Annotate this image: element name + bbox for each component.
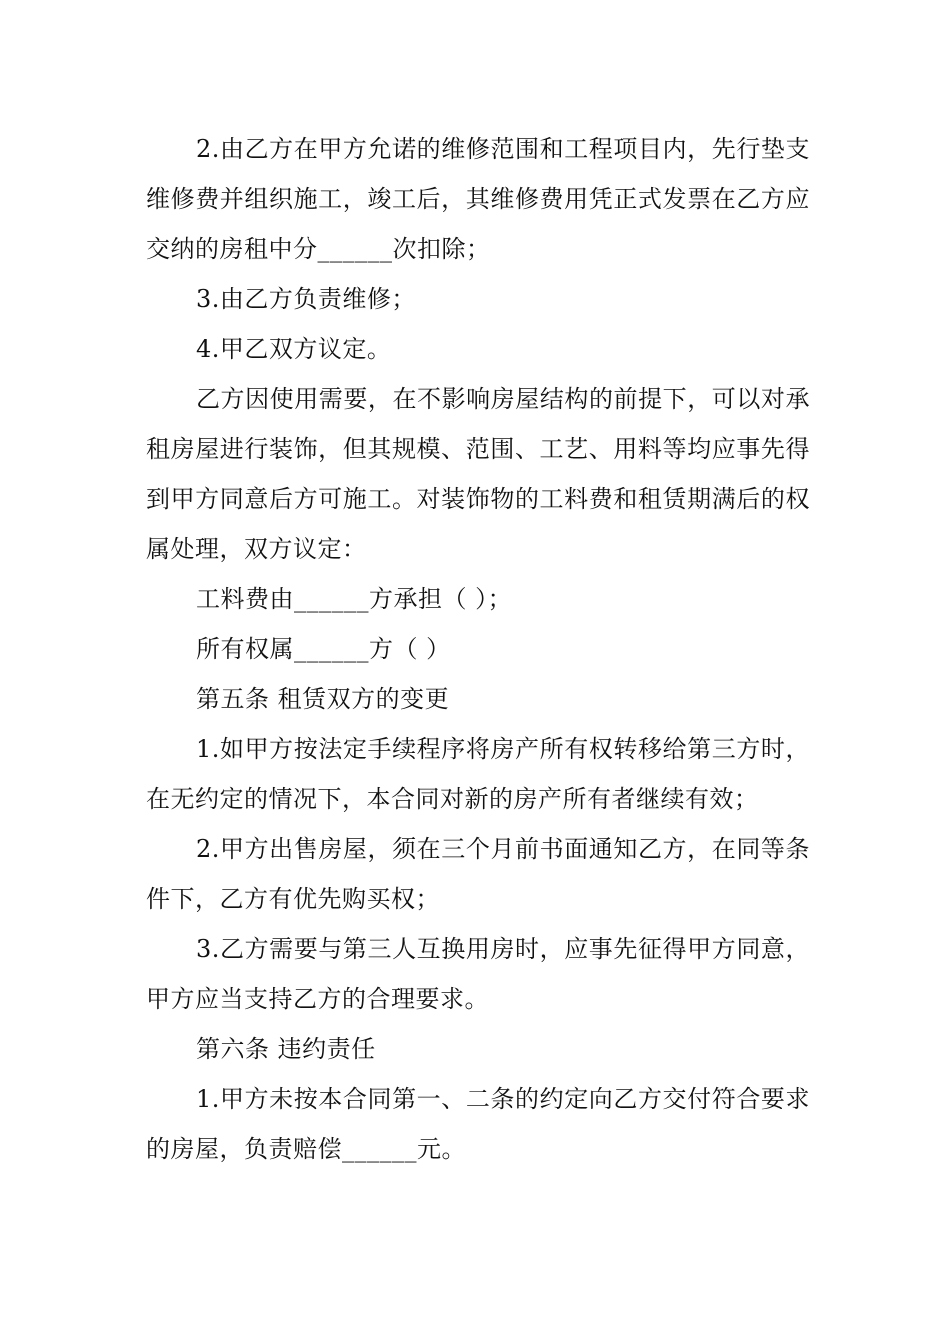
paragraph-ownership-transfer: 1.如甲方按法定手续程序将房产所有权转移给第三方时，在无约定的情况下，本合同对新的房产所有者继续有效； [146,735,810,813]
paragraph-tenant-repair: 3.由乙方负责维修； [196,285,416,313]
paragraph-ownership: 所有权属______方（ ） [196,635,451,663]
article-five-heading: 第五条 租赁双方的变更 [196,685,450,713]
document-body [146,124,810,1174]
paragraph-sale-notice: 2.甲方出售房屋，须在三个月前书面通知乙方，在同等条件下，乙方有优先购买权； [146,835,810,913]
paragraph-exchange-housing: 3.乙方需要与第三人互换用房时，应事先征得甲方同意，甲方应当支持乙方的合理要求。 [146,935,810,1013]
paragraph-breach-compensation: 1.甲方未按本合同第一、二条的约定向乙方交付符合要求的房屋，负责赔偿______元。 [146,1085,810,1163]
article-six-heading: 第六条 违约责任 [196,1035,376,1063]
paragraph-repair-advance: 2.由乙方在甲方允诺的维修范围和工程项目内，先行垫支维修费并组织施工，竣工后，其维修费用凭正式发票在乙方应交纳的房租中分______次扣除； [146,135,810,263]
paragraph-material-cost: 工料费由______方承担（ ）； [196,585,513,613]
paragraph-mutual-agreement: 4.甲乙双方议定。 [196,335,392,363]
paragraph-decoration: 乙方因使用需要，在不影响房屋结构的前提下，可以对承租房屋进行装饰，但其规模、范围、工艺、用料等均应事先得到甲方同意后方可施工。对装饰物的工料费和租赁期满后的权属处理，双方议定： [146,385,810,563]
